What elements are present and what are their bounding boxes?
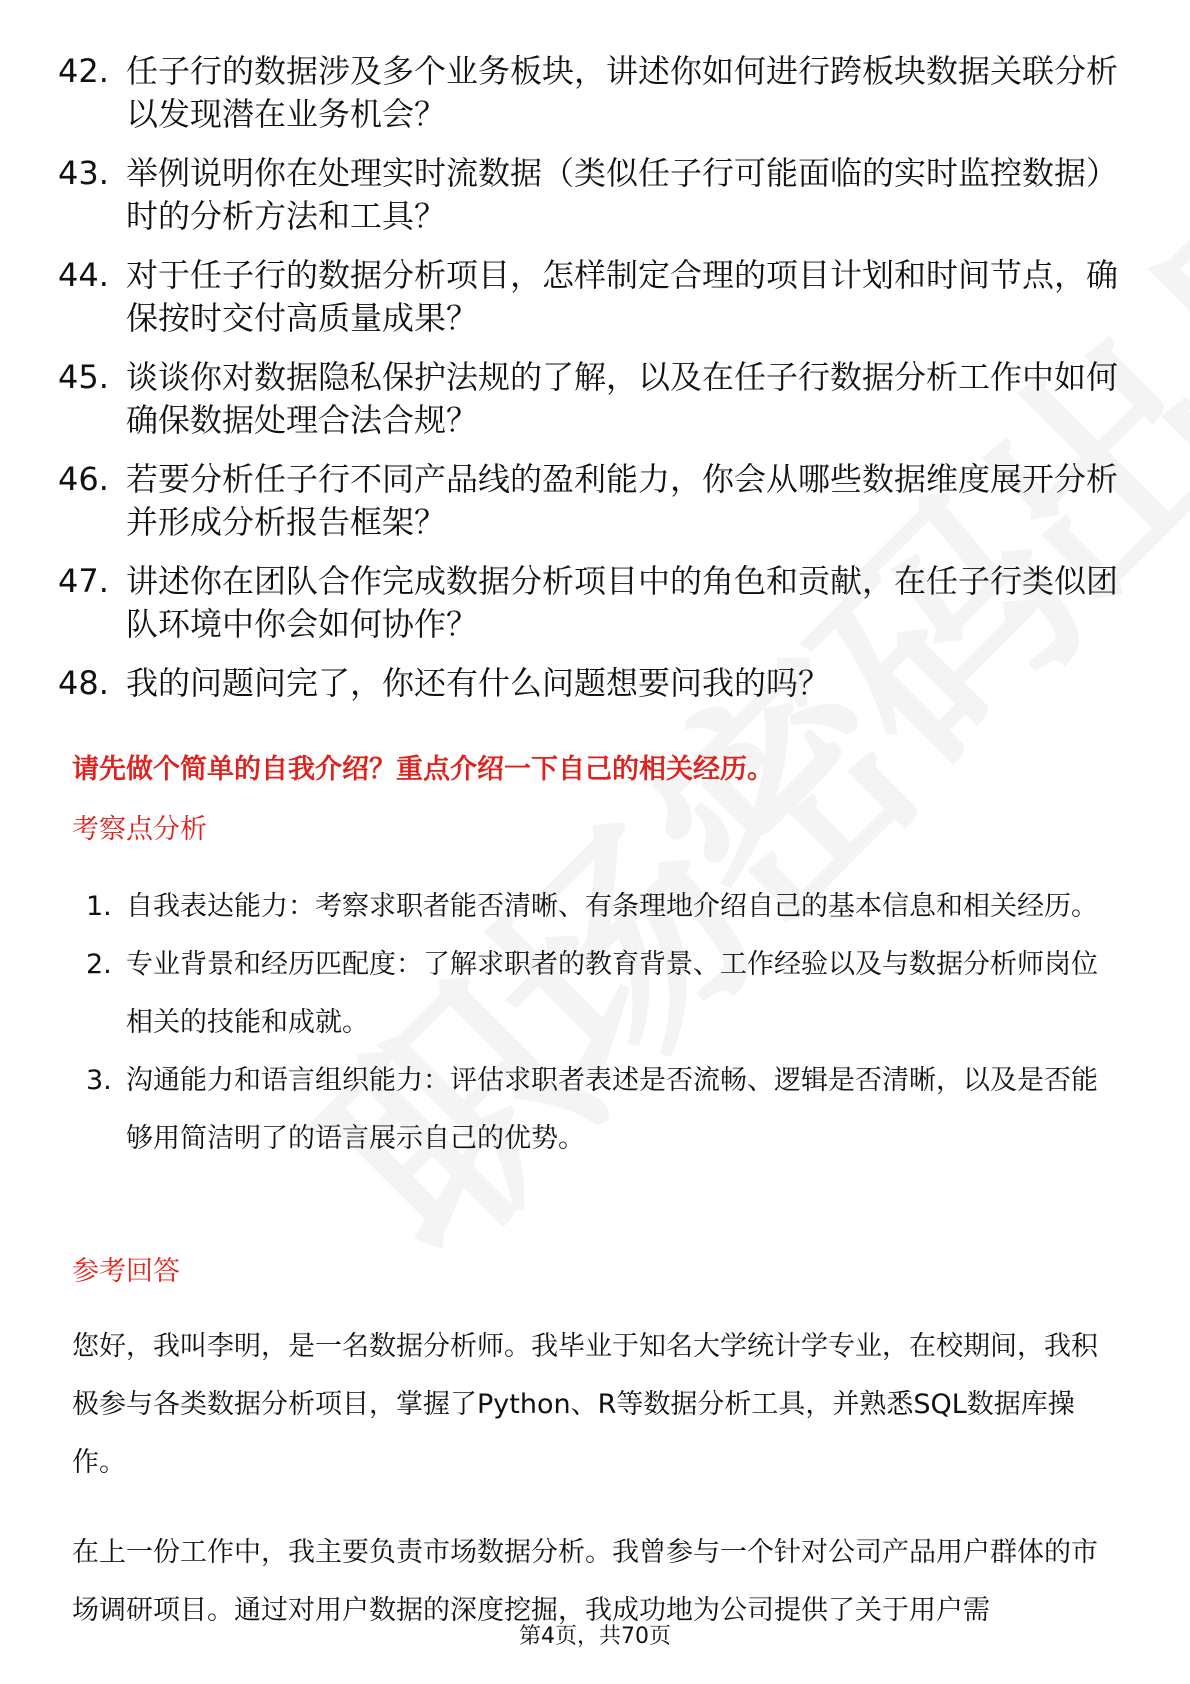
question-number: 43. (58, 154, 109, 192)
question-item (58, 152, 1118, 238)
analysis-point (86, 1052, 1116, 1168)
analysis-points-list (86, 878, 1116, 1168)
analysis-point-text: 专业背景和经历匹配度：了解求职者的教育背景、工作经验以及与数据分析师岗位相关的技能和成就。 (126, 949, 1098, 1038)
page-number-footer: 第4页，共70页 (519, 1624, 671, 1649)
analysis-point-number: 3. (86, 1065, 112, 1096)
question-number: 47. (58, 562, 109, 600)
question-item (58, 662, 1118, 705)
question-item (58, 356, 1118, 442)
question-number: 44. (58, 256, 109, 294)
question-number: 48. (58, 664, 109, 702)
analysis-heading: 考察点分析 (72, 814, 207, 845)
question-text: 我的问题问完了，你还有什么问题想要问我的吗？ (126, 664, 831, 702)
question-text: 对于任子行的数据分析项目，怎样制定合理的项目计划和时间节点，确保按时交付高质量成果？ (126, 256, 1119, 337)
question-text: 谈谈你对数据隐私保护法规的了解，以及在任子行数据分析工作中如何确保数据处理合法合规？ (126, 358, 1119, 439)
question-list (58, 50, 1118, 721)
answer-paragraph: 在上一份工作中，我主要负责市场数据分析。我曾参与一个针对公司产品用户群体的市场调研项目。通过对用户数据的深度挖掘，我成功地为公司提供了关于用户需 (72, 1537, 1098, 1626)
analysis-point-number: 1. (86, 891, 112, 922)
analysis-point (86, 936, 1116, 1052)
question-item (58, 560, 1118, 646)
question-text: 若要分析任子行不同产品线的盈利能力，你会从哪些数据维度展开分析并形成分析报告框架？ (126, 460, 1119, 541)
analysis-point-text: 沟通能力和语言组织能力：评估求职者表述是否流畅、逻辑是否清晰，以及是否能够用简洁明了的语言展示自己的优势。 (126, 1065, 1098, 1154)
question-number: 45. (58, 358, 109, 396)
analysis-point-number: 2. (86, 949, 112, 980)
answer-paragraph: 您好，我叫李明，是一名数据分析师。我毕业于知名大学统计学专业，在校期间，我积极参与各类数据分析项目，掌握了Python、R等数据分析工具，并熟悉SQL数据库操作。 (72, 1331, 1098, 1478)
question-item (58, 458, 1118, 544)
question-text: 讲述你在团队合作完成数据分析项目中的角色和贡献，在任子行类似团队环境中你会如何协作？ (126, 562, 1119, 643)
interview-question-heading: 请先做个简单的自我介绍？重点介绍一下自己的相关经历。 (72, 754, 774, 785)
analysis-point (86, 878, 1116, 936)
question-text: 举例说明你在处理实时流数据（类似任子行可能面临的实时监控数据）时的分析方法和工具？ (126, 154, 1119, 235)
analysis-point-text: 自我表达能力：考察求职者能否清晰、有条理地介绍自己的基本信息和相关经历。 (126, 891, 1098, 922)
answer-heading: 参考回答 (72, 1256, 180, 1287)
question-item (58, 254, 1118, 340)
question-item (58, 50, 1118, 136)
question-number: 46. (58, 460, 109, 498)
question-number: 42. (58, 52, 109, 90)
question-text: 任子行的数据涉及多个业务板块，讲述你如何进行跨板块数据关联分析以发现潜在业务机会？ (126, 52, 1119, 133)
